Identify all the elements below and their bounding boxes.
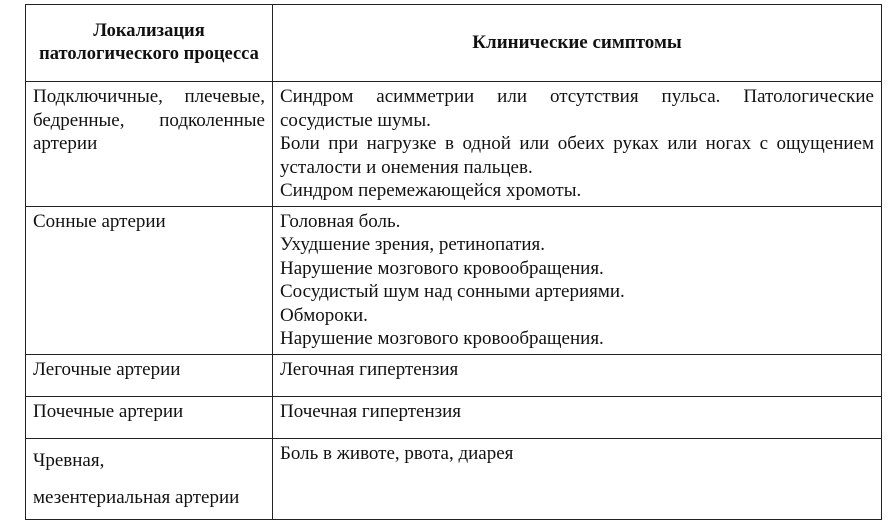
row-localization: Легочные артерии (26, 354, 273, 396)
row-localization (26, 438, 273, 519)
symptom-line: Синдром асимметрии или отсутствия пульса. Патологические сосудистые шумы. (280, 86, 874, 131)
symptom-line: Ухудшение зрения, ретинопатия. (280, 234, 546, 255)
table-row (26, 206, 882, 354)
symptom-line: Синдром перемежающейся хромоты. (280, 180, 582, 201)
row-localization: Сонные артерии (26, 206, 273, 354)
symptom-line: Почечная гипертензия (280, 400, 462, 422)
symptom-line: Боль в животе, рвота, диарея (280, 442, 514, 464)
row-symptoms (273, 82, 882, 207)
header-symptoms: Клинические симптомы (273, 5, 882, 82)
localization-line: Чревная, (33, 449, 105, 471)
localization-line: мезентериальная артерии (33, 486, 240, 508)
row-localization: Почечные артерии (26, 396, 273, 438)
table-header-row (26, 5, 882, 82)
symptom-line: Легочная гипертензия (280, 358, 459, 380)
table-row (26, 396, 882, 438)
row-symptoms (273, 396, 882, 438)
symptom-line: Обмороки. (280, 304, 368, 326)
symptoms-table (25, 4, 882, 520)
table-row (26, 82, 882, 207)
row-localization: Подключичные, плечевые, бедренные, подколенные артерии (26, 82, 273, 207)
symptoms-table-container (25, 4, 881, 520)
symptom-line: Сосудистый шум над сонными артериями. (280, 281, 625, 302)
symptom-line: Головная боль. (280, 210, 401, 232)
row-symptoms (273, 206, 882, 354)
symptom-line: Боли при нагрузке в одной или обеих руках или ногах с ощущением усталости и онемения пальцев. (280, 133, 874, 178)
table-row (26, 354, 882, 396)
symptom-line: Нарушение мозгового кровообращения. (280, 328, 604, 349)
symptom-line: Нарушение мозгового кровообращения. (280, 257, 604, 279)
header-localization: Локализация патологического процесса (26, 5, 273, 82)
table-row (26, 438, 882, 519)
row-symptoms (273, 438, 882, 519)
row-symptoms (273, 354, 882, 396)
